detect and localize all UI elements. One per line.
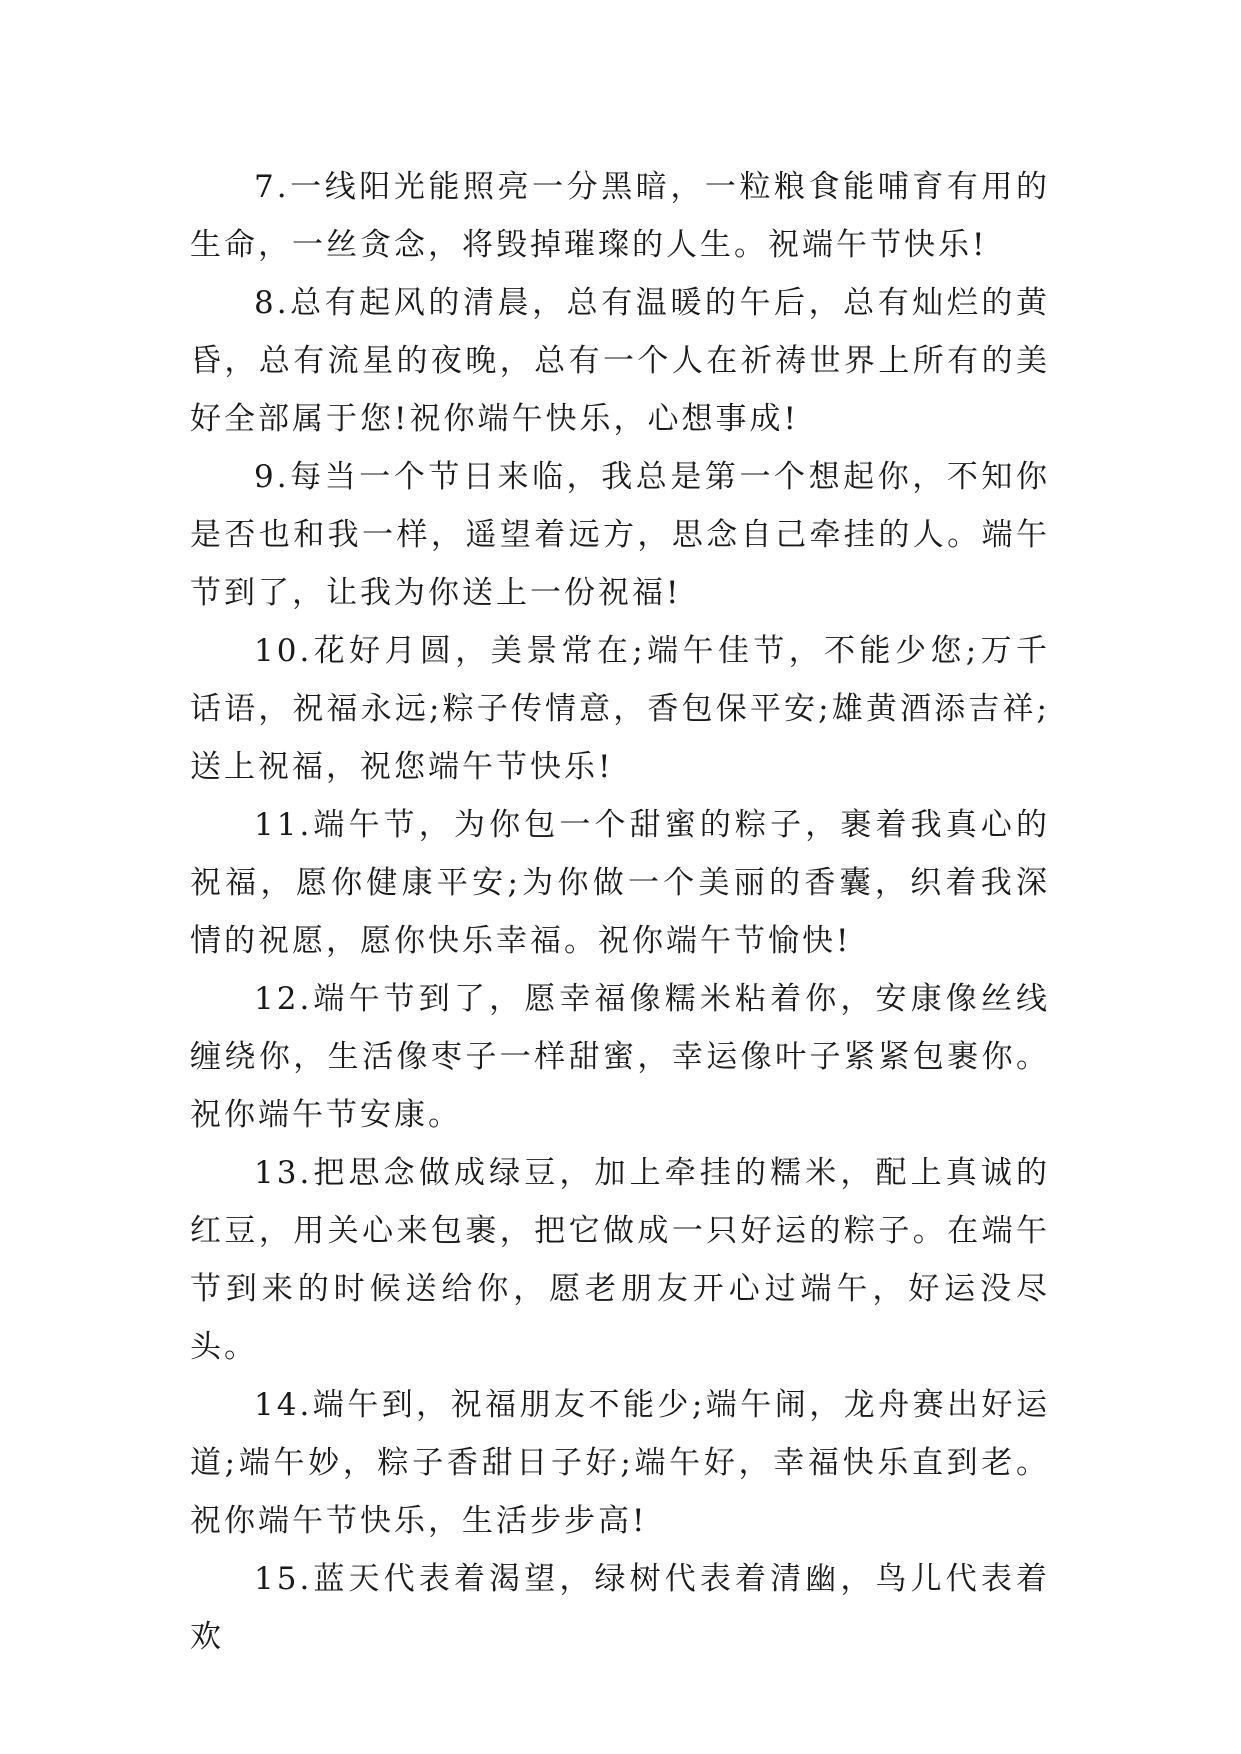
paragraph-11: 11.端午节，为你包一个甜蜜的粽子，裹着我真心的祝福，愿你健康平安;为你做一个美丽的香囊，织着我深情的祝愿，愿你快乐幸福。祝你端午节愉快! xyxy=(190,807,1050,959)
paragraph-10: 10.花好月圆，美景常在;端午佳节，不能少您;万千话语，祝福永远;粽子传情意，香包保平安;雄黄酒添吉祥;送上祝福，祝您端午节快乐! xyxy=(190,633,1050,785)
paragraph-15: 15.蓝天代表着渴望，绿树代表着清幽，鸟儿代表着欢 xyxy=(190,1561,1050,1655)
paragraph-13: 13.把思念做成绿豆，加上牵挂的糯米，配上真诚的红豆，用关心来包裹，把它做成一只好运的粽子。在端午节到来的时候送给你，愿老朋友开心过端午，好运没尽头。 xyxy=(190,1155,1050,1365)
paragraph-7: 7.一线阳光能照亮一分黑暗，一粒粮食能哺育有用的生命，一丝贪念，将毁掉璀璨的人生。祝端午节快乐! xyxy=(190,169,1050,263)
paragraph-8: 8.总有起风的清晨，总有温暖的午后，总有灿烂的黄昏，总有流星的夜晚，总有一个人在祈祷世界上所有的美好全部属于您!祝你端午快乐，心想事成! xyxy=(190,285,1050,437)
paragraph-12: 12.端午节到了，愿幸福像糯米粘着你，安康像丝线缠绕你，生活像枣子一样甜蜜，幸运像叶子紧紧包裹你。祝你端午节安康。 xyxy=(190,981,1050,1133)
document-body xyxy=(190,158,1050,1666)
paragraph-14: 14.端午到，祝福朋友不能少;端午闹，龙舟赛出好运道;端午妙，粽子香甜日子好;端午好，幸福快乐直到老。祝你端午节快乐，生活步步高! xyxy=(190,1387,1050,1539)
paragraph-9: 9.每当一个节日来临，我总是第一个想起你，不知你是否也和我一样，遥望着远方，思念自己牵挂的人。端午节到了，让我为你送上一份祝福! xyxy=(190,459,1050,611)
